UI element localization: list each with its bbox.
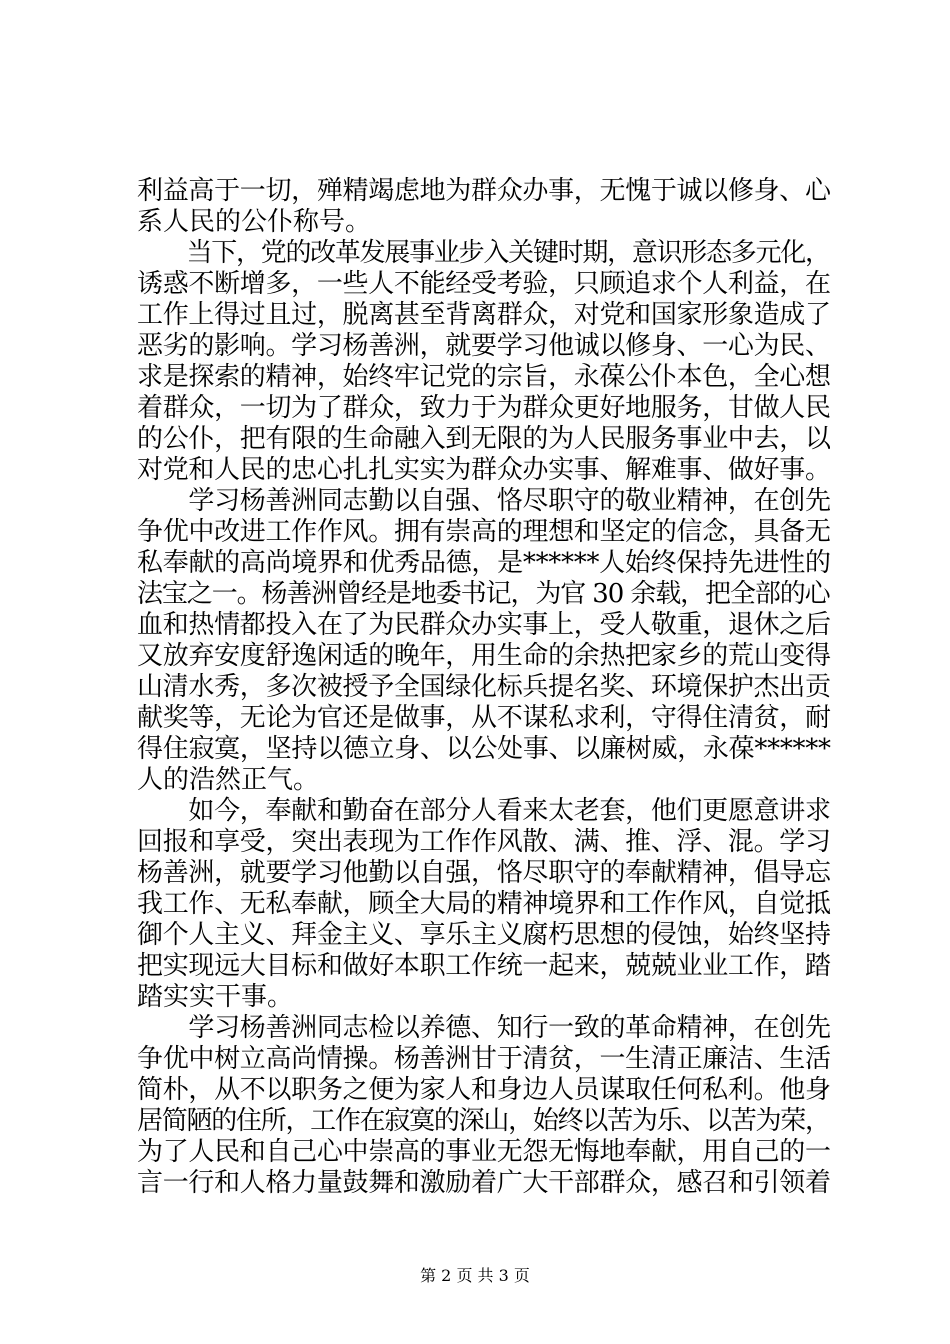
text-line: 法宝之一。杨善洲曾经是地委书记，为官 30 余载，把全部的心 xyxy=(137,579,830,609)
text-line: 利益高于一切，殚精竭虑地为群众办事，无愧于诚以修身、心 xyxy=(137,176,831,206)
text-line: 诱惑不断增多，一些人不能经受考验，只顾追求个人利益，在 xyxy=(137,269,831,299)
text-line: 血和热情都投入在了为民群众办实事上，受人敬重，退休之后 xyxy=(137,610,831,640)
text-line: 学习杨善洲同志勤以自强、恪尽职守的敬业精神，在创先 xyxy=(137,486,831,516)
text-line: 争优中树立高尚情操。杨善洲甘于清贫，一生清正廉洁、生活 xyxy=(137,1044,831,1074)
text-line: 争优中改进工作作风。拥有崇高的理想和坚定的信念，具备无 xyxy=(137,517,831,547)
text-line: 又放弃安度舒逸闲适的晚年，用生命的余热把家乡的荒山变得 xyxy=(137,641,831,671)
text-line: 御个人主义、拜金主义、享乐主义腐朽思想的侵蚀，始终坚持 xyxy=(137,920,831,950)
text-line: 求是探索的精神，始终牢记党的宗旨，永葆公仆本色，全心想 xyxy=(137,362,831,392)
text-line: 当下，党的改革发展事业步入关键时期，意识形态多元化， xyxy=(137,238,830,268)
page-footer: 第 2 页 共 3 页 xyxy=(420,1266,530,1285)
text-line: 如今，奉献和勤奋在部分人看来太老套，他们更愿意讲求 xyxy=(137,796,831,826)
text-line: 的公仆，把有限的生命融入到无限的为人民服务事业中去，以 xyxy=(137,424,831,454)
text-line: 山清水秀，多次被授予全国绿化标兵提名奖、环境保护杰出贡 xyxy=(137,672,831,702)
text-line: 杨善洲，就要学习他勤以自强，恪尽职守的奉献精神，倡导忘 xyxy=(137,858,831,888)
text-line: 言一行和人格力量鼓舞和激励着广大干部群众，感召和引领着 xyxy=(137,1168,831,1198)
text-line: 系人民的公仆称号。 xyxy=(137,207,372,237)
text-line: 居简陋的住所，工作在寂寞的深山，始终以苦为乐、以苦为荣， xyxy=(137,1106,830,1136)
text-line: 工作上得过且过，脱离甚至背离群众，对党和国家形象造成了 xyxy=(137,300,831,330)
text-line: 着群众，一切为了群众，致力于为群众更好地服务，甘做人民 xyxy=(137,393,831,423)
text-line: 把实现远大目标和做好本职工作统一起来，兢兢业业工作，踏 xyxy=(137,951,831,981)
text-line: 得住寂寞，坚持以德立身、以公处事、以廉树威，永葆****** xyxy=(137,734,831,764)
text-line: 私奉献的高尚境界和优秀品德，是******人始终保持先进性的 xyxy=(137,548,831,578)
body-text xyxy=(137,176,831,1199)
text-line: 恶劣的影响。学习杨善洲，就要学习他诚以修身、一心为民、 xyxy=(137,331,831,361)
text-line: 献奖等，无论为官还是做事，从不谋私求利，守得住清贫，耐 xyxy=(137,703,831,733)
text-line: 对党和人民的忠心扎扎实实为群众办实事、解难事、做好事。 xyxy=(137,455,831,485)
text-line: 我工作、无私奉献，顾全大局的精神境界和工作作风，自觉抵 xyxy=(137,889,831,919)
text-line: 为了人民和自己心中崇高的事业无怨无悔地奉献，用自己的一 xyxy=(137,1137,831,1167)
text-line: 踏实实干事。 xyxy=(137,982,294,1012)
text-line: 学习杨善洲同志检以养德、知行一致的革命精神，在创先 xyxy=(137,1013,831,1043)
text-line: 人的浩然正气。 xyxy=(137,765,320,795)
text-line: 简朴，从不以职务之便为家人和身边人员谋取任何私利。他身 xyxy=(137,1075,831,1105)
text-line: 回报和享受，突出表现为工作作风散、满、推、浮、混。学习 xyxy=(137,827,831,857)
